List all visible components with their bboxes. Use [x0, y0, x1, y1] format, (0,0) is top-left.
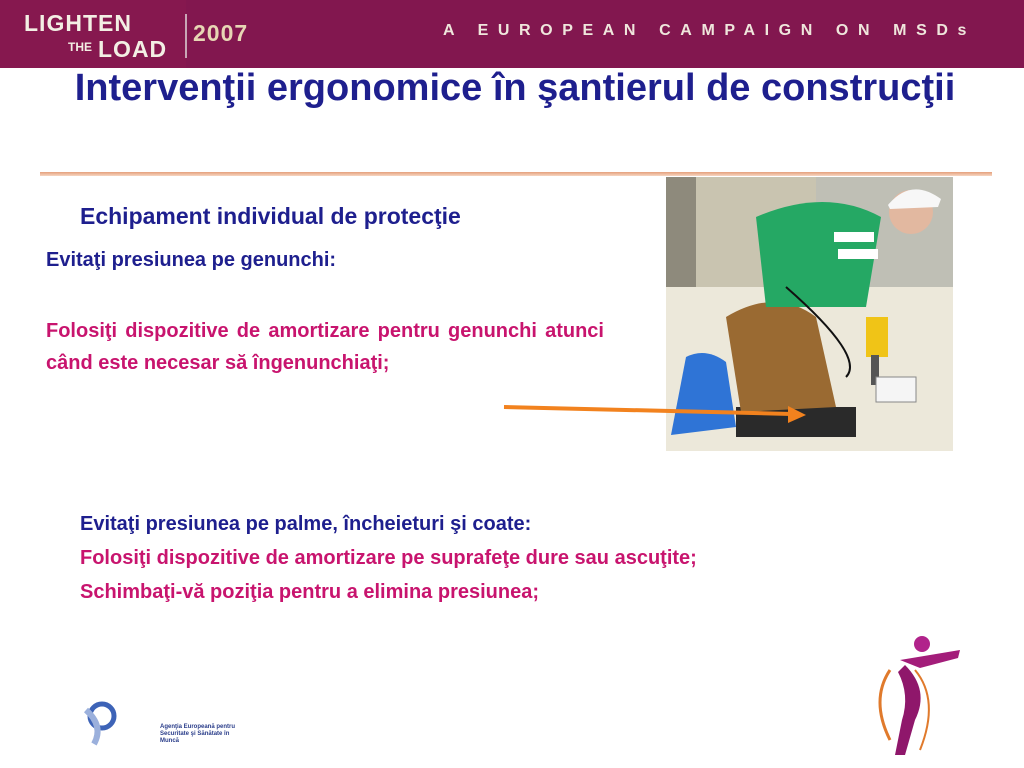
logo-text-lighten: LIGHTEN	[24, 10, 132, 36]
campaign-year: 2007	[193, 20, 249, 46]
campaign-tagline: A EUROPEAN CAMPAIGN ON MSDs	[443, 22, 976, 39]
section-subtitle: Echipament individual de protecţie	[80, 203, 461, 229]
agency-logo-icon	[78, 698, 122, 748]
logo-divider	[185, 14, 187, 58]
logo-text-the: THE	[68, 40, 92, 54]
palms-tip-position: Schimbaţi-vă poziţia pentru a elimina presiunea;	[80, 581, 539, 603]
mascot-figure-icon	[860, 630, 970, 760]
campaign-logo	[0, 0, 186, 68]
palms-heading: Evitaţi presiunea pe palme, încheieturi şi coate:	[80, 513, 532, 535]
title-underline	[40, 172, 992, 176]
palms-tip-cushioning: Folosiţi dispozitive de amortizare pe suprafeţe dure sau ascuţite;	[80, 547, 697, 569]
palms-section	[80, 507, 880, 609]
orange-arrow-icon	[500, 396, 810, 426]
slide-title: Intervenţii ergonomice în şantierul de construcţii	[74, 67, 956, 109]
knees-tip: Folosiţi dispozitive de amortizare pentru genunchi atunci când este necesar să îngenunchiaţi;	[46, 320, 604, 374]
logo-text-load: LOAD	[98, 36, 168, 62]
agency-name: Agenţia Europeană pentru Securitate şi Sănătate în Muncă	[160, 724, 236, 744]
header-banner	[0, 0, 1024, 68]
knees-heading: Evitaţi presiunea pe genunchi:	[46, 249, 337, 271]
